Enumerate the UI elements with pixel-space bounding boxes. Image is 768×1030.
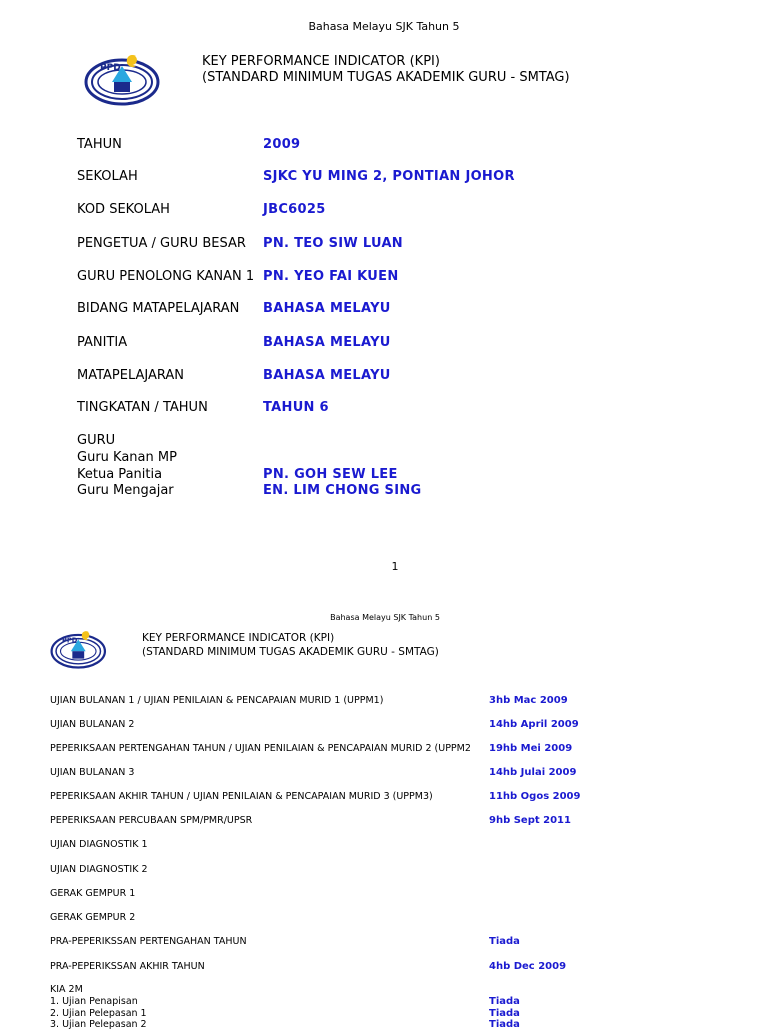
field-value: JBC6025 bbox=[263, 202, 326, 217]
guru-heading: GURU bbox=[77, 433, 116, 448]
exam-label: PEPERIKSAAN PERCUBAAN SPM/PMR/UPSR bbox=[50, 815, 253, 826]
exam-label: UJIAN DIAGNOSTIK 2 bbox=[50, 864, 148, 875]
field-value: BAHASA MELAYU bbox=[263, 301, 391, 316]
field-value: SJKC YU MING 2, PONTIAN JOHOR bbox=[263, 169, 515, 184]
exam-label: UJIAN BULANAN 2 bbox=[50, 719, 135, 730]
exam-label: PRA-PEPERIKSSAN PERTENGAHAN TAHUN bbox=[50, 936, 247, 947]
ketua-panitia-value: PN. GOH SEW LEE bbox=[263, 467, 398, 482]
ppd-logo bbox=[84, 52, 162, 106]
exam-date: 11hb Ogos 2009 bbox=[489, 791, 581, 802]
exam-label: GERAK GEMPUR 1 bbox=[50, 888, 136, 899]
kia-item-label: 3. Ujian Pelepasan 2 bbox=[50, 1019, 147, 1030]
exam-label: GERAK GEMPUR 2 bbox=[50, 912, 136, 923]
ppd-logo-2 bbox=[50, 629, 108, 669]
title-line-2: (STANDARD MINIMUM TUGAS AKADEMIK GURU - SMTAG) bbox=[202, 70, 570, 85]
field-label: SEKOLAH bbox=[77, 169, 138, 184]
field-label: KOD SEKOLAH bbox=[77, 202, 170, 217]
exam-date: 14hb Julai 2009 bbox=[489, 767, 577, 778]
exam-label: UJIAN BULANAN 3 bbox=[50, 767, 135, 778]
title-line-1: KEY PERFORMANCE INDICATOR (KPI) bbox=[142, 632, 335, 644]
field-label: TINGKATAN / TAHUN bbox=[77, 400, 208, 415]
page-header-2: Bahasa Melayu SJK Tahun 5 bbox=[330, 613, 440, 622]
field-value: PN. YEO FAI KUEN bbox=[263, 269, 399, 284]
ketua-panitia-label: Ketua Panitia bbox=[77, 467, 163, 482]
field-label: TAHUN bbox=[77, 137, 122, 152]
exam-date: 3hb Mac 2009 bbox=[489, 695, 568, 706]
field-label: PENGETUA / GURU BESAR bbox=[77, 236, 246, 251]
field-label: MATAPELAJARAN bbox=[77, 368, 185, 383]
field-value: 2009 bbox=[263, 137, 301, 152]
kia-item-label: 2. Ujian Pelepasan 1 bbox=[50, 1008, 147, 1019]
svg-text:PPD: PPD bbox=[61, 636, 78, 645]
exam-label: UJIAN BULANAN 1 / UJIAN PENILAIAN & PENCAPAIAN MURID 1 (UPPM1) bbox=[50, 695, 384, 706]
exam-date: 19hb Mei 2009 bbox=[489, 743, 573, 754]
field-label: PANITIA bbox=[77, 335, 128, 350]
kia-item-value: Tiada bbox=[489, 1019, 520, 1030]
guru-mengajar-label: Guru Mengajar bbox=[77, 483, 174, 498]
exam-date: 4hb Dec 2009 bbox=[489, 961, 567, 972]
exam-date: 14hb April 2009 bbox=[489, 719, 579, 730]
title-line-2: (STANDARD MINIMUM TUGAS AKADEMIK GURU - SMTAG) bbox=[142, 646, 439, 658]
field-value: BAHASA MELAYU bbox=[263, 368, 391, 383]
guru-kanan-label: Guru Kanan MP bbox=[77, 450, 177, 465]
field-value: TAHUN 6 bbox=[263, 400, 329, 415]
exam-date: Tiada bbox=[489, 936, 520, 947]
svg-text:PPD: PPD bbox=[100, 63, 121, 73]
field-label: GURU PENOLONG KANAN 1 bbox=[77, 269, 255, 284]
kia-item-value: Tiada bbox=[489, 1008, 520, 1019]
guru-mengajar-value: EN. LIM CHONG SING bbox=[263, 483, 422, 498]
exam-label: PEPERIKSAAN AKHIR TAHUN / UJIAN PENILAIAN & PENCAPAIAN MURID 3 (UPPM3) bbox=[50, 791, 433, 802]
page-header: Bahasa Melayu SJK Tahun 5 bbox=[308, 20, 460, 33]
kia-heading: KIA 2M bbox=[50, 984, 83, 995]
title-line-1: KEY PERFORMANCE INDICATOR (KPI) bbox=[202, 54, 440, 69]
exam-label: PRA-PEPERIKSSAN AKHIR TAHUN bbox=[50, 961, 205, 972]
field-value: BAHASA MELAYU bbox=[263, 335, 391, 350]
kia-item-label: 1. Ujian Penapisan bbox=[50, 996, 138, 1007]
field-label: BIDANG MATAPELAJARAN bbox=[77, 301, 240, 316]
document-title bbox=[202, 54, 570, 86]
exam-date: 9hb Sept 2011 bbox=[489, 815, 571, 826]
page-number: 1 bbox=[391, 560, 399, 573]
document-title-2 bbox=[142, 631, 439, 659]
field-value: PN. TEO SIW LUAN bbox=[263, 236, 403, 251]
exam-label: UJIAN DIAGNOSTIK 1 bbox=[50, 839, 148, 850]
exam-label: PEPERIKSAAN PERTENGAHAN TAHUN / UJIAN PENILAIAN & PENCAPAIAN MURID 2 (UPPM2 bbox=[50, 743, 471, 754]
kia-item-value: Tiada bbox=[489, 996, 520, 1007]
